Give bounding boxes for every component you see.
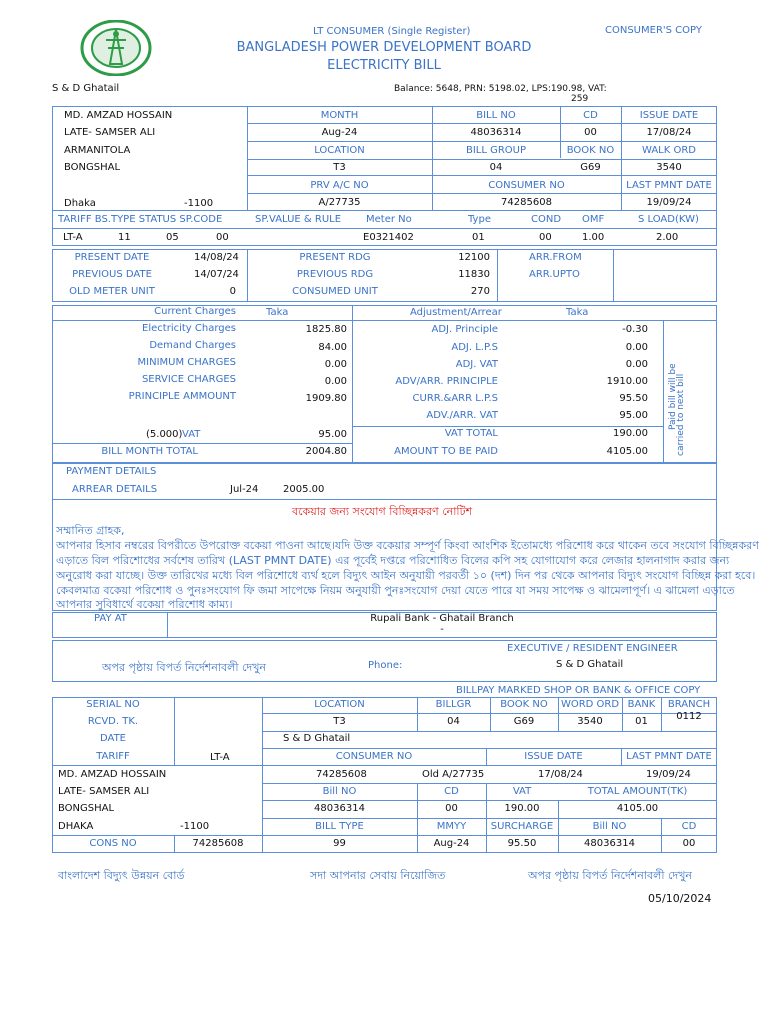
oc-surcharge-header: SURCHARGE — [490, 821, 554, 832]
present-date-value: 14/08/24 — [194, 252, 239, 263]
curr-arr-lps-value: 95.50 — [619, 393, 648, 404]
sload-value: 2.00 — [656, 232, 679, 243]
oc-mmyy-value: Aug-24 — [433, 838, 470, 849]
footer-board: বাংলাদেশ বিদ্যুৎ উন্নয়ন বোর্ড — [58, 869, 185, 882]
present-rdg-label: PRESENT RDG — [299, 252, 371, 263]
walk-ord-value: 3540 — [656, 162, 682, 173]
prv-ac-value: A/27735 — [318, 197, 361, 208]
pay-at-bank: Rupali Bank - Ghatail Branch — [370, 613, 514, 624]
walk-ord-header: WALK ORD — [641, 145, 696, 156]
oc-bill-no-value: 48036314 — [314, 803, 365, 814]
consumer-copy-label: CONSUMER'S COPY — [605, 25, 702, 36]
previous-date-label: PREVIOUS DATE — [72, 269, 152, 280]
bill-month-total-value: 2004.80 — [305, 446, 347, 457]
minimum-charges-label: MINIMUM CHARGES — [137, 357, 236, 368]
oc-bill-no-2-header: Bill NO — [592, 821, 627, 832]
oc-issue-date-header: ISSUE DATE — [524, 751, 583, 762]
month-value: Aug-24 — [321, 127, 358, 138]
month-header: MONTH — [320, 110, 359, 121]
oc-customer-district: DHAKA — [58, 821, 94, 832]
tariff-label: TARIFF — [96, 751, 130, 762]
adj-vat-value: 0.00 — [625, 359, 648, 370]
previous-date-value: 14/07/24 — [194, 269, 239, 280]
footer-see-overleaf: অপর পৃষ্ঠায় বিপর্ত নির্দেশনাবলী দেখুন — [528, 869, 692, 882]
oc-word-ord-value: 3540 — [577, 716, 603, 727]
oc-cd-2-value: 00 — [682, 838, 696, 849]
oc-location-value: T3 — [333, 716, 346, 727]
customer-postcode: -1100 — [184, 198, 214, 209]
oc-book-no-header: BOOK NO — [500, 699, 548, 710]
oc-customer-village: BONGSHAL — [58, 803, 115, 814]
oc-issue-date-value: 17/08/24 — [538, 769, 583, 780]
oc-mmyy-header: MMYY — [436, 821, 467, 832]
balance-vat-value: 259 — [571, 94, 589, 104]
vat-value: 95.00 — [318, 429, 347, 440]
oc-bill-no-2-value: 48036314 — [584, 838, 635, 849]
taka-header: Taka — [266, 307, 289, 318]
oc-old-ac-value: Old A/27735 — [422, 769, 485, 780]
arrear-amount: 2005.00 — [283, 484, 325, 495]
amount-to-be-paid-value: 4105.00 — [606, 446, 648, 457]
adj-lps-label: ADJ. L.P.S — [451, 342, 498, 353]
tariff-value: LT-A — [63, 232, 83, 243]
curr-arr-lps-label: CURR.&ARR L.P.S — [412, 393, 498, 404]
notice-line-4: কেবলমাত্র বকেয়া পরিশোধ ও পুনঃসংযোগ ফি জমা সাপেক্ষে নিয়ম অনুযায়ী পুনঃসংযোগ দেয়া যেতে পারে যা সময় সাপেক্ষ ও ঝামেলাপূর্ণ। এ ঝামেলা এড়াতে — [56, 584, 735, 597]
oc-cd-value: 00 — [445, 803, 458, 814]
oc-office: S & D Ghatail — [283, 733, 351, 744]
oc-word-ord-header: WORD ORD — [560, 699, 620, 710]
serial-no-label: SERIAL NO — [86, 699, 140, 710]
board-title: BANGLADESH POWER DEVELOPMENT BOARD — [236, 40, 532, 55]
minimum-charges-value: 0.00 — [324, 359, 347, 370]
status-value: 05 — [166, 232, 179, 243]
customer-district: Dhaka — [64, 198, 96, 209]
notice-line-5: আপনার সুবিধার্থে বকেয়া পরিশোধ কাম্য। — [56, 598, 233, 611]
oc-book-no-value: G69 — [513, 716, 535, 727]
cond-value: 00 — [539, 232, 552, 243]
principle-amount-value: 1909.80 — [305, 393, 347, 404]
meter-no-header: Meter No — [366, 214, 412, 225]
bill-group-header: BILL GROUP — [465, 145, 527, 156]
oc-location-header: LOCATION — [314, 699, 365, 710]
oc-bank-header: BANK — [627, 699, 656, 710]
customer-village: BONGSHAL — [64, 162, 121, 173]
old-meter-unit-value: 0 — [229, 286, 236, 297]
executive-title: EXECUTIVE / RESIDENT ENGINEER — [507, 643, 678, 654]
bs-type-value: 11 — [118, 232, 131, 243]
vat-total-label: VAT TOTAL — [444, 428, 498, 439]
oc-vat-value: 190.00 — [504, 803, 540, 814]
billno-value: 48036314 — [470, 127, 522, 138]
amount-to-be-paid-label: AMOUNT TO BE PAID — [394, 446, 498, 457]
notice-line-1: আপনার হিসাব নম্বরের বিপরীতে উপরোক্ত বকেয়া পাওনা আছে।যদি উক্ত বকেয়ার সম্পূর্ণ কিংবা আংশিক ইতোমধ্যে পরিশোধ করে থাকেন তবে সংযোগ বিচ্ছিন্নকরণ — [56, 539, 759, 552]
office-name: S & D Ghatail — [52, 83, 120, 94]
footer-service: সদা আপনার সেবায় নিয়োজিত — [310, 869, 446, 882]
adv-arr-principle-value: 1910.00 — [606, 376, 648, 387]
adj-vat-label: ADJ. VAT — [455, 359, 498, 370]
sp-value-header: SP.VALUE & RULE — [255, 214, 342, 225]
bill-month-total-label: BILL MONTH TOTAL — [101, 446, 198, 457]
consumed-unit-label: CONSUMED UNIT — [292, 286, 378, 297]
adv-arr-vat-value: 95.00 — [619, 410, 648, 421]
last-pmnt-date-value: 19/09/24 — [646, 197, 692, 208]
oc-total-amount-value: 4105.00 — [616, 803, 659, 814]
oc-branch-header: BRANCH — [667, 699, 711, 710]
adv-arr-principle-label: ADV/ARR. PRINCIPLE — [395, 376, 498, 387]
consumer-no-header: CONSUMER NO — [488, 180, 565, 191]
oc-surcharge-value: 95.50 — [507, 838, 537, 849]
customer-name: MD. AMZAD HOSSAIN — [64, 110, 173, 121]
cond-header: COND — [531, 214, 562, 225]
present-date-label: PRESENT DATE — [74, 252, 150, 263]
oc-bank-value: 01 — [635, 716, 648, 727]
oc-branch-value: 0112 — [676, 711, 702, 722]
oc-bill-type-header: BILL TYPE — [315, 821, 364, 832]
sload-header: S LOAD(KW) — [638, 214, 699, 225]
oc-total-amount-header: TOTAL AMOUNT(TK) — [587, 786, 688, 797]
print-date: 05/10/2024 — [648, 892, 712, 905]
type-header: Type — [468, 214, 491, 225]
pay-at-label: PAY AT — [94, 613, 127, 624]
cd-value: 00 — [584, 127, 597, 138]
rcvd-tk-label: RCVD. TK. — [87, 716, 139, 727]
payment-details-label: PAYMENT DETAILS — [66, 466, 157, 477]
side-note-paid: Paid bill will be — [668, 363, 678, 430]
old-meter-unit-label: OLD METER UNIT — [69, 286, 155, 297]
omf-value: 1.00 — [582, 232, 605, 243]
demand-charges-label: Demand Charges — [149, 340, 236, 351]
office-copy-title: BILLPAY MARKED SHOP OR BANK & OFFICE COPY — [456, 685, 701, 696]
taka-header-2: Taka — [566, 307, 589, 318]
notice-line-2: এড়াতে বিল পরিশোধের সর্বশেষ তারিখ (LAST PMNT DATE) এর পূর্বেই দপ্তরে পরিশোধিত বিলের কপি সহ যোগাযোগ করে লেজার হালনাগাদ করার জন্য — [56, 554, 730, 567]
oc-vat-header: VAT — [512, 786, 532, 797]
book-no-value: G69 — [580, 162, 601, 173]
location-header: LOCATION — [314, 145, 365, 156]
lt-consumer-label: LT CONSUMER (Single Register) — [313, 26, 471, 37]
bill-title: ELECTRICITY BILL — [327, 58, 441, 73]
arr-upto-label: ARR.UPTO — [529, 269, 580, 280]
oc-last-pmnt-date-value: 19/09/24 — [646, 769, 691, 780]
electricity-charges-label: Electricity Charges — [142, 323, 236, 334]
adj-lps-value: 0.00 — [625, 342, 648, 353]
prv-ac-header: PRV A/C NO — [310, 180, 369, 191]
omf-header: OMF — [582, 214, 605, 225]
oc-consumer-no-header: CONSUMER NO — [335, 751, 413, 762]
oc-consumer-no-value: 74285608 — [316, 769, 367, 780]
arrear-month: Jul-24 — [230, 484, 259, 495]
notice-salutation: সম্মানিত গ্রাহক, — [56, 524, 125, 537]
arrear-details-label: ARREAR DETAILS — [72, 484, 158, 495]
oc-billgr-header: BILLGR — [435, 699, 472, 710]
balance-summary: Balance: 5648, PRN: 5198.02, LPS:190.98, VAT: — [394, 84, 607, 94]
oc-last-pmnt-date-header: LAST PMNT DATE — [626, 751, 712, 762]
phone-label: Phone: — [368, 660, 403, 671]
consumed-unit-value: 270 — [470, 286, 490, 297]
side-note-carried: carried to next bill — [676, 373, 686, 456]
bill-group-value: 04 — [489, 162, 503, 173]
oc-customer-postcode: -1100 — [180, 821, 210, 832]
type-value: 01 — [472, 232, 485, 243]
demand-charges-value: 84.00 — [318, 342, 347, 353]
cd-header: CD — [583, 110, 598, 121]
bpdb-logo — [80, 20, 152, 76]
arr-from-label: ARR.FROM — [529, 252, 582, 263]
meter-no-value: E0321402 — [363, 232, 414, 243]
previous-rdg-label: PREVIOUS RDG — [296, 269, 374, 280]
billno-header: BILL NO — [476, 110, 516, 121]
current-charges-header: Current Charges — [154, 306, 236, 317]
notice-title: বকেয়ার জন্য সংযোগ বিচ্ছিন্নকরণ নোটিশ — [292, 505, 473, 518]
oc-bill-type-value: 99 — [333, 838, 346, 849]
service-charges-value: 0.00 — [324, 376, 347, 387]
principle-amount-label: PRINCIPLE AMMOUNT — [128, 391, 236, 402]
vat-label: VAT — [182, 429, 201, 440]
consumer-no-value: 74285608 — [501, 197, 552, 208]
oc-cons-no-value: 74285608 — [192, 838, 244, 849]
adjustment-header: Adjustment/Arrear — [410, 307, 502, 318]
previous-rdg-value: 11830 — [458, 269, 490, 280]
pay-at-dash: - — [440, 624, 444, 635]
adv-arr-vat-label: ADV./ARR. VAT — [426, 410, 498, 421]
sp-code-value: 00 — [216, 232, 229, 243]
oc-cd-header: CD — [444, 786, 459, 797]
tariff-header: TARIFF BS.TYPE STATUS SP.CODE — [58, 214, 223, 225]
issue-date-value: 17/08/24 — [646, 127, 692, 138]
oc-bill-no-header: Bill NO — [322, 786, 357, 797]
service-charges-label: SERVICE CHARGES — [141, 374, 236, 385]
tariff-value-oc: LT-A — [210, 752, 230, 763]
present-rdg-value: 12100 — [458, 252, 490, 263]
customer-area: ARMANITOLA — [64, 145, 131, 156]
last-pmnt-date-header: LAST PMNT DATE — [626, 180, 712, 191]
customer-father: LATE- SAMSER ALI — [64, 127, 156, 138]
oc-customer-name: MD. AMZAD HOSSAIN — [58, 769, 167, 780]
date-label: DATE — [99, 733, 126, 744]
oc-billgr-value: 04 — [447, 716, 460, 727]
location-value: T3 — [333, 162, 346, 173]
notice-line-3: অনুরোধ করা যাচ্ছে। উক্ত তারিখের মধ্যে বিল পরিশোধে ব্যর্থ হলে বিদ্যুৎ আইন অনুযায়ী পরবর্তী ১০ (দশ) দিন পর থেকে আপনার বিদ্যুৎ সংযোগ বিচ্ছিন্ন করা হবে। — [56, 569, 756, 582]
electricity-charges-value: 1825.80 — [305, 324, 347, 335]
issue-date-header: ISSUE DATE — [639, 110, 699, 121]
oc-cons-no-label: CONS NO — [89, 838, 137, 849]
adj-principle-value: -0.30 — [622, 324, 648, 335]
see-overleaf-note: অপর পৃষ্ঠায় বিপর্ত নির্দেশনাবলী দেখুন — [102, 661, 266, 674]
vat-total-value: 190.00 — [613, 428, 648, 439]
oc-cd-2-header: CD — [681, 821, 697, 832]
vat-percent: (5.000) — [146, 429, 183, 440]
executive-office: S & D Ghatail — [556, 659, 624, 670]
adj-principle-label: ADJ. Principle — [431, 324, 498, 335]
oc-customer-father: LATE- SAMSER ALI — [58, 786, 150, 797]
book-no-header: BOOK NO — [566, 145, 615, 156]
